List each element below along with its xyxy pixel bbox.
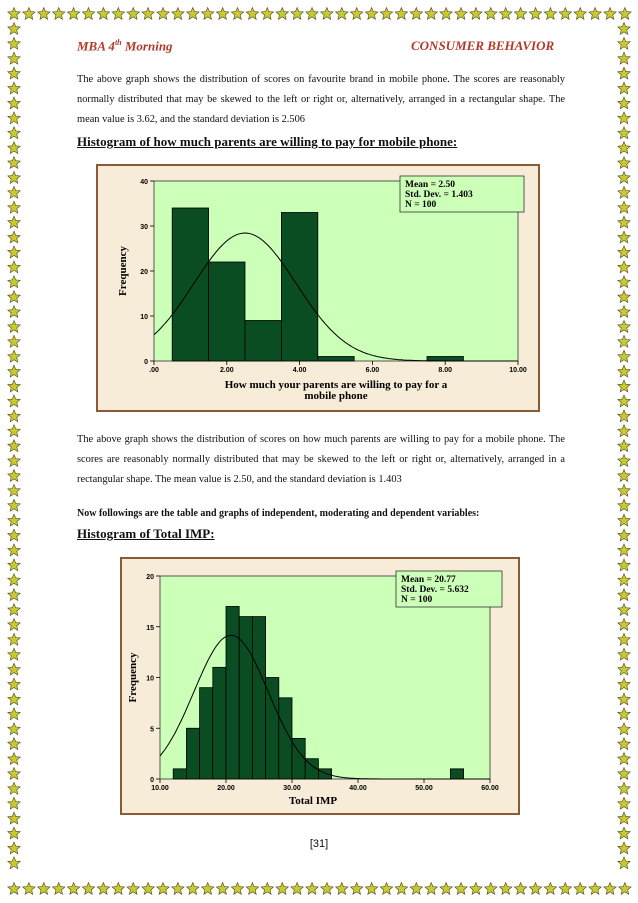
border-star: [618, 753, 630, 765]
border-star: [8, 883, 20, 895]
border-star: [618, 335, 630, 347]
border-star: [261, 883, 273, 895]
y-tick-label: 20: [146, 574, 154, 581]
border-star: [8, 395, 20, 407]
border-star: [455, 8, 467, 20]
border-star: [8, 499, 20, 511]
border-star: [618, 693, 630, 705]
border-star: [8, 8, 20, 20]
paragraph-parents-pay: The above graph shows the distribution of scores on how much parents are willing to pay for a mobile phone. The scores are reasonably normally distributed that may be skewed to the left or right or, alternatively, arranged in a rectangular shape. The mean value is 2.50, and the standard deviation is 1.403: [77, 434, 565, 485]
border-star: [574, 8, 586, 20]
x-tick-label: 8.00: [438, 367, 453, 374]
border-star: [455, 883, 467, 895]
border-star: [216, 8, 228, 20]
border-star: [618, 574, 630, 586]
border-star: [618, 365, 630, 377]
border-star: [8, 768, 20, 780]
border-star: [306, 8, 318, 20]
border-star: [618, 276, 630, 288]
border-star: [8, 350, 20, 362]
border-star: [336, 883, 348, 895]
border-star: [8, 23, 20, 35]
y-tick-label: 0: [144, 359, 148, 366]
border-star: [618, 619, 630, 631]
border-star: [351, 883, 363, 895]
y-tick-label: 30: [140, 224, 148, 231]
header-course: MBA 4th Morning: [77, 38, 173, 54]
border-star: [365, 883, 377, 895]
border-star: [618, 797, 630, 809]
border-star: [231, 8, 243, 20]
stats-box: [396, 571, 502, 607]
border-star: [618, 470, 630, 482]
stats-line: Std. Dev. = 5.632: [401, 585, 469, 595]
border-star: [380, 883, 392, 895]
y-tick-label: 5: [150, 726, 154, 734]
border-star: [172, 883, 184, 895]
border-star: [261, 8, 273, 20]
border-star: [529, 883, 541, 895]
border-star: [142, 883, 154, 895]
border-star: [618, 142, 630, 154]
border-star: [618, 738, 630, 750]
border-star: [618, 440, 630, 452]
paragraph-favourite-brand: The above graph shows the distribution of scores on favourite brand in mobile phone. The scores are reasonably normally distributed that may be skewed to the left or right or, alternatively, arranged in a rectangular shape. The mean value is 3.62, and the standard deviation is 2.506: [77, 74, 565, 125]
border-star: [8, 231, 20, 243]
border-star: [8, 82, 20, 94]
border-star: [8, 291, 20, 303]
border-star: [618, 201, 630, 213]
border-star: [395, 8, 407, 20]
border-star: [618, 633, 630, 645]
stats-line: Mean = 20.77: [401, 575, 456, 585]
border-star: [38, 883, 50, 895]
x-tick-label: 10.00: [509, 367, 527, 374]
border-star: [618, 157, 630, 169]
border-star: [8, 37, 20, 49]
border-star: [618, 52, 630, 64]
border-star: [306, 883, 318, 895]
border-star: [618, 678, 630, 690]
border-star: [8, 470, 20, 482]
histogram-bar: [252, 617, 265, 779]
border-star: [8, 753, 20, 765]
border-star: [485, 8, 497, 20]
border-star: [8, 544, 20, 556]
border-star: [8, 574, 20, 586]
border-star: [8, 97, 20, 109]
border-star: [618, 291, 630, 303]
border-star: [618, 23, 630, 35]
border-star: [514, 883, 526, 895]
heading-parents-histogram: Histogram of how much parents are willing to pay for mobile phone:: [77, 134, 458, 149]
x-tick-label: 60.00: [481, 785, 499, 792]
x-tick-label: 10.00: [151, 785, 169, 792]
figure-parents-histogram: [96, 164, 540, 412]
border-star: [8, 157, 20, 169]
border-star: [619, 883, 631, 895]
border-star: [8, 67, 20, 79]
stats-line: N = 100: [405, 200, 437, 210]
border-star: [216, 883, 228, 895]
intro-variables-line: Now followings are the table and graphs of independent, moderating and dependent variables:: [77, 508, 480, 519]
border-star: [544, 8, 556, 20]
border-star: [8, 797, 20, 809]
border-star: [425, 883, 437, 895]
border-star: [8, 633, 20, 645]
border-star: [8, 306, 20, 318]
border-star: [8, 455, 20, 467]
border-star: [8, 425, 20, 437]
x-tick-label: 20.00: [217, 785, 235, 792]
border-star: [618, 216, 630, 228]
figure-total-imp-histogram: [120, 557, 520, 815]
x-tick-label: .00: [149, 367, 159, 374]
x-tick-label: 4.00: [292, 367, 307, 374]
border-star: [559, 8, 571, 20]
parents-histogram-chart: [98, 166, 538, 410]
border-star: [618, 127, 630, 139]
border-star: [231, 883, 243, 895]
x-axis-label-line: How much your parents are willing to pay for a: [224, 379, 448, 391]
border-star: [514, 8, 526, 20]
border-star: [618, 112, 630, 124]
border-star: [67, 8, 79, 20]
border-star: [8, 589, 20, 601]
histogram-bar: [173, 769, 186, 779]
border-star: [351, 8, 363, 20]
border-star: [321, 8, 333, 20]
total-imp-histogram-chart: [122, 559, 518, 813]
border-star: [23, 883, 35, 895]
border-star: [618, 395, 630, 407]
y-tick-label: 40: [140, 179, 148, 186]
border-star: [8, 172, 20, 184]
border-star: [618, 529, 630, 541]
border-star: [67, 883, 79, 895]
y-axis-label: Frequency: [127, 652, 139, 703]
border-star: [618, 589, 630, 601]
border-star: [618, 812, 630, 824]
x-tick-label: 2.00: [219, 367, 234, 374]
border-star: [8, 604, 20, 616]
border-star: [246, 883, 258, 895]
border-star: [172, 8, 184, 20]
border-star: [618, 67, 630, 79]
border-star: [604, 8, 616, 20]
heading-total-imp-histogram: Histogram of Total IMP:: [77, 526, 215, 541]
stats-box: [400, 176, 524, 212]
histogram-bar: [172, 208, 208, 361]
border-star: [8, 678, 20, 690]
border-star: [618, 321, 630, 333]
y-tick-label: 10: [146, 675, 154, 683]
border-star: [544, 883, 556, 895]
border-star: [618, 544, 630, 556]
border-star: [618, 708, 630, 720]
histogram-bar: [318, 357, 354, 362]
border-star: [618, 857, 630, 869]
border-star: [8, 321, 20, 333]
border-star: [410, 8, 422, 20]
border-star: [8, 216, 20, 228]
border-star: [8, 335, 20, 347]
border-star: [618, 499, 630, 511]
border-star: [470, 8, 482, 20]
border-star: [440, 883, 452, 895]
border-star: [187, 8, 199, 20]
border-star: [38, 8, 50, 20]
border-star: [23, 8, 35, 20]
border-star: [618, 231, 630, 243]
border-star: [82, 883, 94, 895]
border-star: [500, 8, 512, 20]
stats-line: N = 100: [401, 595, 433, 605]
border-star: [291, 883, 303, 895]
border-star: [395, 883, 407, 895]
x-axis-label-line: Total IMP: [288, 795, 338, 807]
border-star: [8, 201, 20, 213]
border-star: [618, 782, 630, 794]
border-star: [425, 8, 437, 20]
border-star: [112, 883, 124, 895]
border-star: [618, 484, 630, 496]
border-star: [470, 883, 482, 895]
border-star: [127, 8, 139, 20]
histogram-bar: [245, 321, 281, 362]
border-star: [8, 619, 20, 631]
stats-line: Std. Dev. = 1.403: [405, 190, 473, 200]
border-star: [8, 127, 20, 139]
border-star: [8, 723, 20, 735]
border-star: [410, 883, 422, 895]
border-star: [112, 8, 124, 20]
border-star: [574, 883, 586, 895]
border-star: [8, 529, 20, 541]
border-star: [500, 883, 512, 895]
x-axis-label-line: mobile phone: [304, 390, 368, 402]
histogram-bar: [318, 769, 331, 779]
border-star: [618, 261, 630, 273]
border-star: [618, 82, 630, 94]
border-star: [202, 8, 214, 20]
border-star: [618, 306, 630, 318]
border-star: [618, 514, 630, 526]
border-star: [97, 8, 109, 20]
histogram-bar: [266, 678, 279, 780]
border-star: [8, 559, 20, 571]
border-star: [559, 883, 571, 895]
border-star: [142, 8, 154, 20]
border-star: [187, 883, 199, 895]
border-star: [276, 8, 288, 20]
stats-line: Mean = 2.50: [405, 180, 456, 190]
border-star: [618, 410, 630, 422]
border-star: [618, 648, 630, 660]
border-star: [618, 380, 630, 392]
border-star: [618, 663, 630, 675]
histogram-bar: [209, 262, 245, 361]
border-star: [8, 857, 20, 869]
border-star: [8, 276, 20, 288]
border-star: [202, 883, 214, 895]
border-star: [618, 172, 630, 184]
border-star: [53, 8, 65, 20]
border-star: [8, 812, 20, 824]
border-star: [440, 8, 452, 20]
page-number: [31]: [309, 838, 329, 850]
border-star: [321, 883, 333, 895]
border-star: [127, 883, 139, 895]
y-tick-label: 0: [150, 777, 154, 784]
border-star: [618, 455, 630, 467]
border-star: [8, 514, 20, 526]
border-star: [485, 883, 497, 895]
border-star: [53, 883, 65, 895]
border-star: [157, 883, 169, 895]
border-star: [380, 8, 392, 20]
x-tick-label: 30.00: [283, 785, 301, 792]
border-star: [365, 8, 377, 20]
x-tick-label: 50.00: [415, 785, 433, 792]
border-star: [8, 663, 20, 675]
border-star: [618, 559, 630, 571]
border-star: [82, 8, 94, 20]
border-star: [619, 8, 631, 20]
x-tick-label: 6.00: [365, 367, 380, 374]
border-star: [8, 708, 20, 720]
y-axis-label: Frequency: [117, 246, 129, 296]
border-star: [276, 883, 288, 895]
border-star: [8, 648, 20, 660]
border-star: [8, 186, 20, 198]
y-tick-label: 15: [146, 624, 154, 632]
border-star: [8, 261, 20, 273]
border-star: [8, 112, 20, 124]
border-star: [8, 410, 20, 422]
histogram-bar: [186, 728, 199, 779]
border-star: [8, 440, 20, 452]
histogram-bar: [213, 667, 226, 779]
border-star: [246, 8, 258, 20]
border-star: [604, 883, 616, 895]
y-tick-label: 20: [140, 269, 148, 276]
border-star: [618, 350, 630, 362]
border-star: [618, 246, 630, 258]
border-star: [618, 37, 630, 49]
header-subject: CONSUMER BEHAVIOR: [411, 38, 555, 53]
border-star: [589, 8, 601, 20]
border-star: [8, 738, 20, 750]
border-star: [618, 604, 630, 616]
border-star: [8, 365, 20, 377]
histogram-bar: [281, 213, 317, 362]
border-star: [8, 246, 20, 258]
border-star: [589, 883, 601, 895]
border-star: [618, 768, 630, 780]
border-star: [97, 883, 109, 895]
border-star: [291, 8, 303, 20]
histogram-bar: [450, 769, 463, 779]
border-star: [8, 380, 20, 392]
border-star: [157, 8, 169, 20]
y-tick-label: 10: [140, 314, 148, 321]
border-star: [618, 425, 630, 437]
histogram-bar: [200, 688, 213, 779]
border-star: [529, 8, 541, 20]
border-star: [8, 142, 20, 154]
border-star: [618, 97, 630, 109]
border-star: [8, 52, 20, 64]
border-star: [618, 723, 630, 735]
border-star: [618, 186, 630, 198]
x-tick-label: 40.00: [349, 785, 367, 792]
histogram-bar: [226, 606, 239, 779]
border-star: [336, 8, 348, 20]
border-star: [8, 782, 20, 794]
border-star: [8, 693, 20, 705]
border-star: [8, 484, 20, 496]
